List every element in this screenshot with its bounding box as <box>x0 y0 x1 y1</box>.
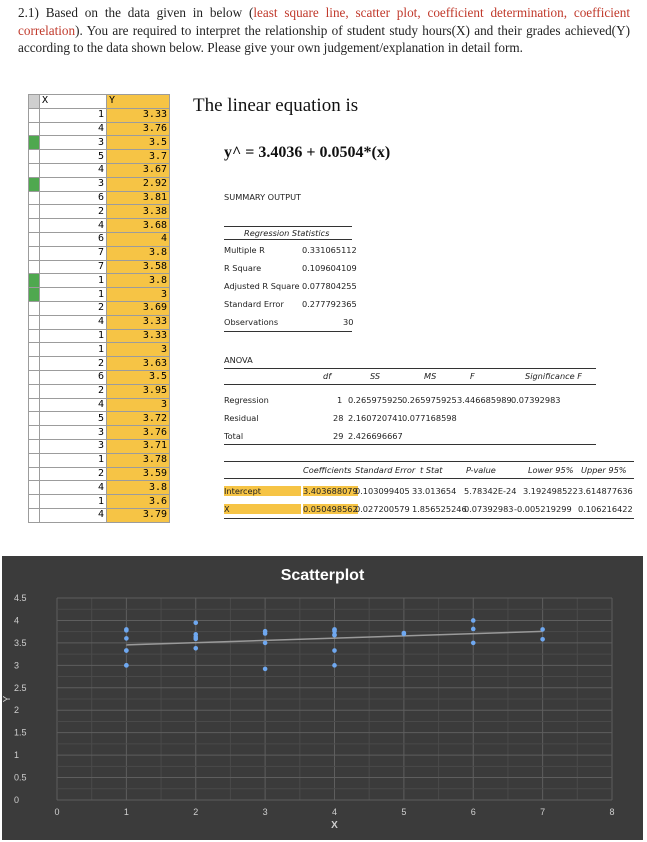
cell-x[interactable]: 2 <box>40 301 107 315</box>
y-tick-label: 1 <box>14 750 20 761</box>
anova-ss: 2.160720741 <box>348 413 403 423</box>
y-tick-label: 4 <box>14 615 20 626</box>
divider <box>224 384 596 385</box>
cell-y[interactable]: 3.5 <box>107 136 170 150</box>
cell-y[interactable]: 3.33 <box>107 315 170 329</box>
data-point <box>402 631 407 636</box>
x-tick-label: 5 <box>401 807 407 817</box>
data-point <box>193 637 198 642</box>
sheet-gutter <box>29 150 40 164</box>
cell-y[interactable]: 3.63 <box>107 357 170 371</box>
table-row <box>29 191 170 205</box>
x-tick-label: 3 <box>262 807 268 817</box>
table-row <box>29 301 170 315</box>
question-highlight: least square line, scatter plot, coefficient determination, coefficient correlation <box>18 5 630 38</box>
data-point <box>124 628 129 633</box>
sheet-gutter <box>29 467 40 481</box>
data-point <box>540 637 545 642</box>
anova-ms: 0.077168598 <box>402 413 457 423</box>
cell-x[interactable]: 2 <box>40 467 107 481</box>
header-y[interactable]: Y <box>107 95 170 109</box>
cell-y[interactable]: 3.67 <box>107 163 170 177</box>
table-row <box>29 274 170 288</box>
cell-y[interactable]: 3.58 <box>107 260 170 274</box>
cell-y[interactable]: 3 <box>107 288 170 302</box>
cell-x[interactable]: 3 <box>40 426 107 440</box>
table-row <box>29 329 170 343</box>
anova-ss: 2.426696667 <box>348 431 403 441</box>
cell-y[interactable]: 3 <box>107 398 170 412</box>
anova-header: SS <box>370 371 381 381</box>
coef-header: Coefficients <box>303 465 352 475</box>
cell-x[interactable]: 4 <box>40 219 107 233</box>
scatterplot-chart <box>2 556 643 840</box>
header-x[interactable]: X <box>40 95 107 109</box>
sheet-gutter <box>29 108 40 122</box>
coef-se: 0.027200579 <box>355 504 410 514</box>
cell-y[interactable]: 3.33 <box>107 108 170 122</box>
cell-y[interactable]: 3.72 <box>107 412 170 426</box>
data-point <box>124 663 129 668</box>
cell-x[interactable]: 5 <box>40 150 107 164</box>
table-row <box>29 219 170 233</box>
table-row <box>29 177 170 191</box>
x-tick-label: 1 <box>123 807 129 817</box>
cell-y[interactable]: 3.8 <box>107 246 170 260</box>
cell-x[interactable]: 1 <box>40 495 107 509</box>
coef-header: Lower 95% <box>528 465 574 475</box>
coef-header: Upper 95% <box>581 465 627 475</box>
table-row <box>29 122 170 136</box>
chart-svg <box>2 556 643 840</box>
anova-ss: 0.265975925 <box>348 395 403 405</box>
cell-x[interactable]: 3 <box>40 439 107 453</box>
coef-value: 0.050498562 <box>303 504 358 514</box>
reg-stat-label: Multiple R <box>224 245 265 255</box>
sheet-gutter <box>29 481 40 495</box>
cell-x[interactable]: 4 <box>40 315 107 329</box>
cell-y[interactable]: 3.59 <box>107 467 170 481</box>
sheet-gutter <box>29 426 40 440</box>
divider <box>224 461 634 462</box>
equation-title: The linear equation is <box>193 95 359 116</box>
cell-y[interactable]: 3.33 <box>107 329 170 343</box>
data-point <box>332 633 337 638</box>
divider <box>224 478 634 479</box>
data-point <box>332 663 337 668</box>
x-tick-label: 7 <box>540 807 546 817</box>
table-row <box>29 163 170 177</box>
coef-header: t Stat <box>420 465 443 475</box>
sheet-gutter <box>29 439 40 453</box>
sheet-gutter <box>29 246 40 260</box>
coef-p: 5.78342E-24 <box>464 486 517 496</box>
cell-x[interactable]: 1 <box>40 288 107 302</box>
data-point <box>193 620 198 625</box>
cell-y[interactable]: 4 <box>107 232 170 246</box>
cell-x[interactable]: 6 <box>40 370 107 384</box>
data-point <box>332 648 337 653</box>
divider <box>224 239 352 240</box>
anova-sig: 0.07392983 <box>511 395 561 405</box>
table-row <box>29 495 170 509</box>
cell-x[interactable]: 1 <box>40 274 107 288</box>
equation-text: y^ = 3.4036 + 0.0504*(x) <box>224 144 391 161</box>
cell-y[interactable]: 3.81 <box>107 191 170 205</box>
coef-se: 0.103099405 <box>355 486 410 496</box>
table-row <box>29 136 170 150</box>
table-row <box>29 370 170 384</box>
question-suffix: ). You are required to interpret the relationship of student study hours(X) and their grades achieved(Y) according to the data shown below. Please give your own judgement/explanation in detail form. <box>18 22 630 55</box>
cell-x[interactable]: 2 <box>40 205 107 219</box>
y-tick-label: 3.5 <box>14 637 27 648</box>
reg-stat-value: 0.277792365 <box>302 299 357 309</box>
cell-y[interactable]: 3.76 <box>107 122 170 136</box>
table-row <box>29 357 170 371</box>
y-tick-label: 0.5 <box>14 772 27 783</box>
y-tick-label: 4.5 <box>14 593 27 603</box>
reg-stat-value: 0.109604109 <box>302 263 357 273</box>
cell-x[interactable]: 6 <box>40 232 107 246</box>
sheet-gutter <box>29 495 40 509</box>
anova-df: 1 <box>337 395 343 405</box>
cell-x[interactable]: 7 <box>40 246 107 260</box>
table-row <box>29 205 170 219</box>
anova-header: F <box>470 371 475 381</box>
anova-df: 28 <box>333 413 344 423</box>
y-tick-label: 3 <box>14 660 20 671</box>
coef-row-label: X <box>224 504 301 514</box>
sheet-gutter <box>29 315 40 329</box>
y-tick-label: 2.5 <box>14 682 27 693</box>
sheet-gutter <box>29 205 40 219</box>
cell-x[interactable]: 7 <box>40 260 107 274</box>
data-point <box>263 667 268 672</box>
coef-hi: 0.106216422 <box>578 504 633 514</box>
divider <box>224 331 352 332</box>
table-row <box>29 260 170 274</box>
divider <box>224 368 596 369</box>
sheet-gutter <box>29 122 40 136</box>
data-point <box>471 618 476 623</box>
chart-title: Scatterplot <box>280 567 365 584</box>
cell-y[interactable]: 2.92 <box>107 177 170 191</box>
sheet-gutter <box>29 384 40 398</box>
table-row <box>29 426 170 440</box>
table-row <box>29 481 170 495</box>
reg-stat-label: Standard Error <box>224 299 284 309</box>
reg-stat-value: 30 <box>343 317 354 327</box>
table-row <box>29 398 170 412</box>
anova-df: 29 <box>333 431 344 441</box>
cell-x[interactable]: 5 <box>40 412 107 426</box>
table-row <box>29 439 170 453</box>
x-tick-label: 8 <box>609 807 615 817</box>
question-text <box>18 4 630 57</box>
x-tick-label: 6 <box>470 807 476 817</box>
coef-header: P-value <box>466 465 496 475</box>
coef-t: 1.856525246 <box>412 504 467 514</box>
cell-y[interactable]: 3.7 <box>107 150 170 164</box>
data-point <box>193 646 198 651</box>
cell-y[interactable]: 3.78 <box>107 453 170 467</box>
cell-y[interactable]: 3.38 <box>107 205 170 219</box>
cell-y[interactable]: 3.68 <box>107 219 170 233</box>
question-prefix: 2.1) Based on the data given in below ( <box>18 5 254 20</box>
reg-stat-value: 0.077804255 <box>302 281 357 291</box>
reg-stat-label: Adjusted R Square <box>224 281 300 291</box>
data-point <box>540 627 545 632</box>
x-tick-label: 4 <box>331 807 338 817</box>
summary-title: SUMMARY OUTPUT <box>224 192 302 202</box>
y-tick-label: 2 <box>14 705 20 716</box>
table-row <box>29 467 170 481</box>
cell-x[interactable]: 4 <box>40 398 107 412</box>
reg-stat-label: R Square <box>224 263 262 273</box>
sheet-header-row <box>29 95 170 109</box>
divider <box>224 518 634 519</box>
cell-x[interactable]: 1 <box>40 108 107 122</box>
cell-x[interactable]: 4 <box>40 122 107 136</box>
sheet-gutter <box>29 301 40 315</box>
table-row <box>29 108 170 122</box>
table-row <box>29 508 170 522</box>
sheet-gutter <box>29 398 40 412</box>
reg-stat-value: 0.331065112 <box>302 245 357 255</box>
table-row <box>29 232 170 246</box>
sheet-gutter <box>29 274 40 288</box>
coef-lo: 3.192498522 <box>523 486 578 496</box>
cell-y[interactable]: 3.69 <box>107 301 170 315</box>
sheet-gutter <box>29 260 40 274</box>
x-tick-label: 0 <box>54 807 60 817</box>
cell-x[interactable]: 4 <box>40 481 107 495</box>
y-tick-label: 0 <box>14 795 20 805</box>
sheet-gutter <box>29 191 40 205</box>
anova-f: 3.446685989 <box>457 395 512 405</box>
coef-t: 33.013654 <box>412 486 457 496</box>
anova-header: MS <box>424 371 437 381</box>
table-row <box>29 288 170 302</box>
cell-x[interactable]: 4 <box>40 163 107 177</box>
sheet-gutter <box>29 329 40 343</box>
anova-header: df <box>323 371 332 381</box>
sheet-gutter <box>29 370 40 384</box>
x-axis-label: X <box>331 820 338 831</box>
cell-y[interactable]: 3.8 <box>107 481 170 495</box>
data-point <box>471 641 476 646</box>
cell-x[interactable]: 4 <box>40 508 107 522</box>
coef-hi: 3.614877636 <box>578 486 633 496</box>
sheet-gutter <box>29 136 40 150</box>
sheet-gutter <box>29 357 40 371</box>
data-point <box>263 641 268 646</box>
cell-y[interactable]: 3 <box>107 343 170 357</box>
reg-stat-label: Observations <box>224 317 279 327</box>
sheet-gutter <box>29 508 40 522</box>
coef-value: 3.403688079 <box>303 486 358 496</box>
x-tick-label: 2 <box>193 807 199 817</box>
anova-title: ANOVA <box>224 355 253 365</box>
cell-x[interactable]: 2 <box>40 357 107 371</box>
divider <box>224 226 352 227</box>
sheet-gutter <box>29 177 40 191</box>
cell-x[interactable]: 2 <box>40 384 107 398</box>
cell-y[interactable]: 3.76 <box>107 426 170 440</box>
coef-row-label: Intercept <box>224 486 301 496</box>
reg-stats-title: Regression Statistics <box>244 228 330 238</box>
sheet-gutter <box>29 163 40 177</box>
data-point <box>471 627 476 632</box>
data-point <box>124 636 129 641</box>
table-row <box>29 315 170 329</box>
cell-y[interactable]: 3.79 <box>107 508 170 522</box>
sheet-gutter <box>29 288 40 302</box>
table-row <box>29 343 170 357</box>
cell-x[interactable]: 3 <box>40 136 107 150</box>
cell-y[interactable]: 3.5 <box>107 370 170 384</box>
coef-p: 0.07392983 <box>464 504 514 514</box>
table-row <box>29 150 170 164</box>
y-axis-label: Y <box>2 695 13 703</box>
coef-header: Standard Error <box>355 465 416 475</box>
cell-x[interactable]: 3 <box>40 177 107 191</box>
cell-x[interactable]: 1 <box>40 453 107 467</box>
data-point <box>263 631 268 636</box>
sheet-gutter <box>29 219 40 233</box>
data-sheet <box>28 94 170 523</box>
cell-x[interactable]: 1 <box>40 329 107 343</box>
cell-y[interactable]: 3.71 <box>107 439 170 453</box>
anova-ms: 0.265975925 <box>402 395 457 405</box>
anova-header: Significance F <box>525 371 582 381</box>
cell-y[interactable]: 3.6 <box>107 495 170 509</box>
cell-y[interactable]: 3.95 <box>107 384 170 398</box>
table-row <box>29 412 170 426</box>
cell-x[interactable]: 1 <box>40 343 107 357</box>
sheet-gutter <box>29 232 40 246</box>
coef-lo: -0.005219299 <box>514 504 572 514</box>
data-point <box>332 628 337 633</box>
data-point <box>124 648 129 653</box>
sheet-gutter <box>29 453 40 467</box>
table-row <box>29 453 170 467</box>
anova-row-label: Regression <box>224 395 269 405</box>
cell-x[interactable]: 6 <box>40 191 107 205</box>
table-row <box>29 246 170 260</box>
y-tick-label: 1.5 <box>14 727 27 738</box>
anova-row-label: Residual <box>224 413 259 423</box>
sheet-gutter <box>29 343 40 357</box>
sheet-gutter <box>29 412 40 426</box>
cell-y[interactable]: 3.8 <box>107 274 170 288</box>
sheet-gutter <box>29 95 40 109</box>
anova-row-label: Total <box>224 431 244 441</box>
table-row <box>29 384 170 398</box>
divider <box>224 444 596 445</box>
